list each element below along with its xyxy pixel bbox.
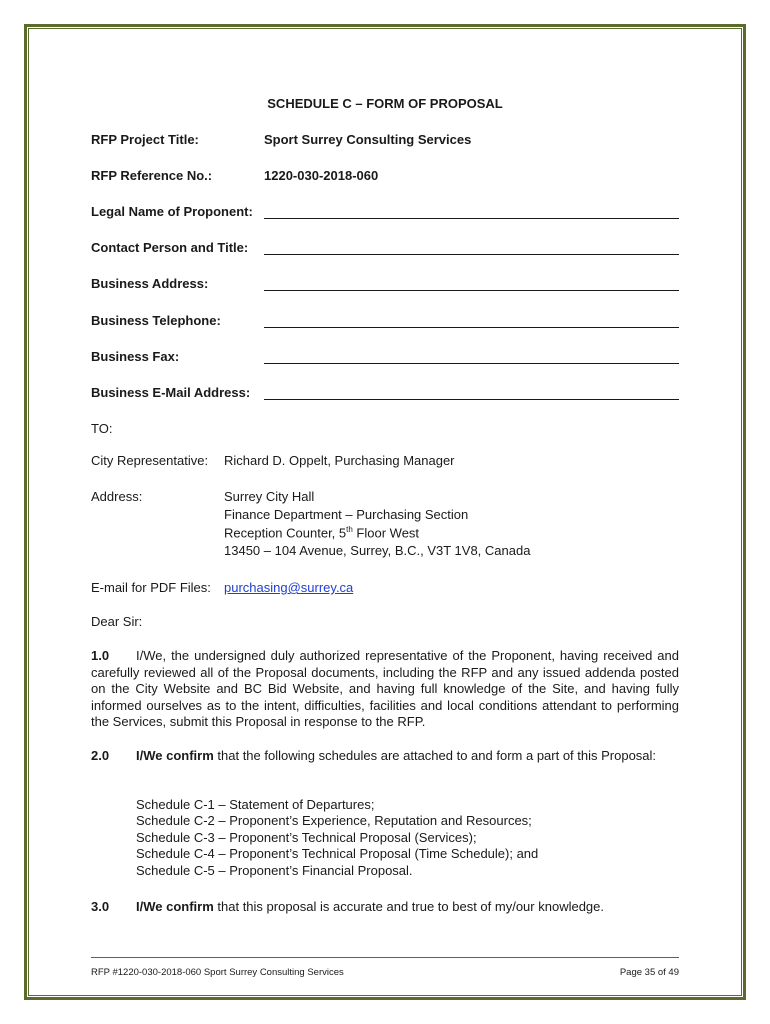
business-telephone-label: Business Telephone:	[91, 313, 221, 328]
schedule-item: Schedule C-2 – Proponent’s Experience, Reputation and Resources;	[136, 813, 532, 828]
email-label: E-mail for PDF Files:	[91, 580, 211, 595]
reference-label: RFP Reference No.:	[91, 168, 213, 183]
contact-person-label: Contact Person and Title:	[91, 240, 249, 255]
city-rep-value: Richard D. Oppelt, Purchasing Manager	[224, 453, 455, 468]
schedule-item: Schedule C-5 – Proponent’s Financial Proposal.	[136, 863, 413, 878]
footer-page-number: Page 35 of 49	[619, 967, 679, 978]
schedule-item: Schedule C-4 – Proponent’s Technical Proposal (Time Schedule); and	[136, 846, 539, 861]
email-link[interactable]: purchasing@surrey.ca	[224, 580, 354, 595]
paragraph-2: 2.0 I/We confirm that the following schedules are attached to and form a part of this Proposal:	[91, 748, 657, 763]
business-telephone-field[interactable]	[264, 327, 679, 328]
address-label: Address:	[91, 489, 143, 504]
address-line-2: Finance Department – Purchasing Section	[224, 507, 469, 522]
business-address-label: Business Address:	[91, 276, 209, 291]
footer-left: RFP #1220-030-2018-060 Sport Surrey Consulting Services	[91, 967, 344, 978]
paragraph-1-number: 1.0	[91, 648, 110, 663]
city-rep-label: City Representative:	[91, 453, 209, 468]
address-line-4: 13450 – 104 Avenue, Surrey, B.C., V3T 1V8, Canada	[224, 543, 531, 558]
document-title: SCHEDULE C – FORM OF PROPOSAL	[267, 96, 503, 111]
contact-person-field[interactable]	[264, 254, 679, 255]
project-title-value: Sport Surrey Consulting Services	[264, 132, 472, 147]
project-title-label: RFP Project Title:	[91, 132, 199, 147]
legal-name-field[interactable]	[264, 218, 679, 219]
paragraph-1: 1.0 I/We, the undersigned duly authorized representative of the Proponent, having received and carefully reviewed all of the Proposal documents, including the RFP and any issued addenda posted on the City Website and BC Bid Website, and having full knowledge of the Site, and having fully informed ourselves as to the intent, difficulties, facilities and local conditions attendant to performing the Services, submit this Proposal in response to the RFP.	[91, 648, 679, 729]
business-fax-label: Business Fax:	[91, 349, 180, 364]
business-address-field[interactable]	[264, 290, 679, 291]
footer-divider	[91, 957, 679, 958]
to-label: TO:	[91, 421, 113, 436]
legal-name-label: Legal Name of Proponent:	[91, 204, 253, 219]
business-fax-field[interactable]	[264, 363, 679, 364]
reference-value: 1220-030-2018-060	[264, 168, 379, 183]
address-line-1: Surrey City Hall	[224, 489, 315, 504]
salutation: Dear Sir:	[91, 614, 143, 629]
address-line-3: Reception Counter, 5th Floor West	[224, 525, 420, 541]
paragraph-2-number: 2.0	[91, 748, 110, 763]
paragraph-3: 3.0 I/We confirm that this proposal is accurate and true to best of my/our knowledge.	[91, 899, 604, 914]
schedule-item: Schedule C-1 – Statement of Departures;	[136, 797, 375, 812]
paragraph-3-number: 3.0	[91, 899, 110, 914]
business-email-label: Business E-Mail Address:	[91, 385, 251, 400]
schedule-item: Schedule C-3 – Proponent’s Technical Proposal (Services);	[136, 830, 477, 845]
business-email-field[interactable]	[264, 399, 679, 400]
